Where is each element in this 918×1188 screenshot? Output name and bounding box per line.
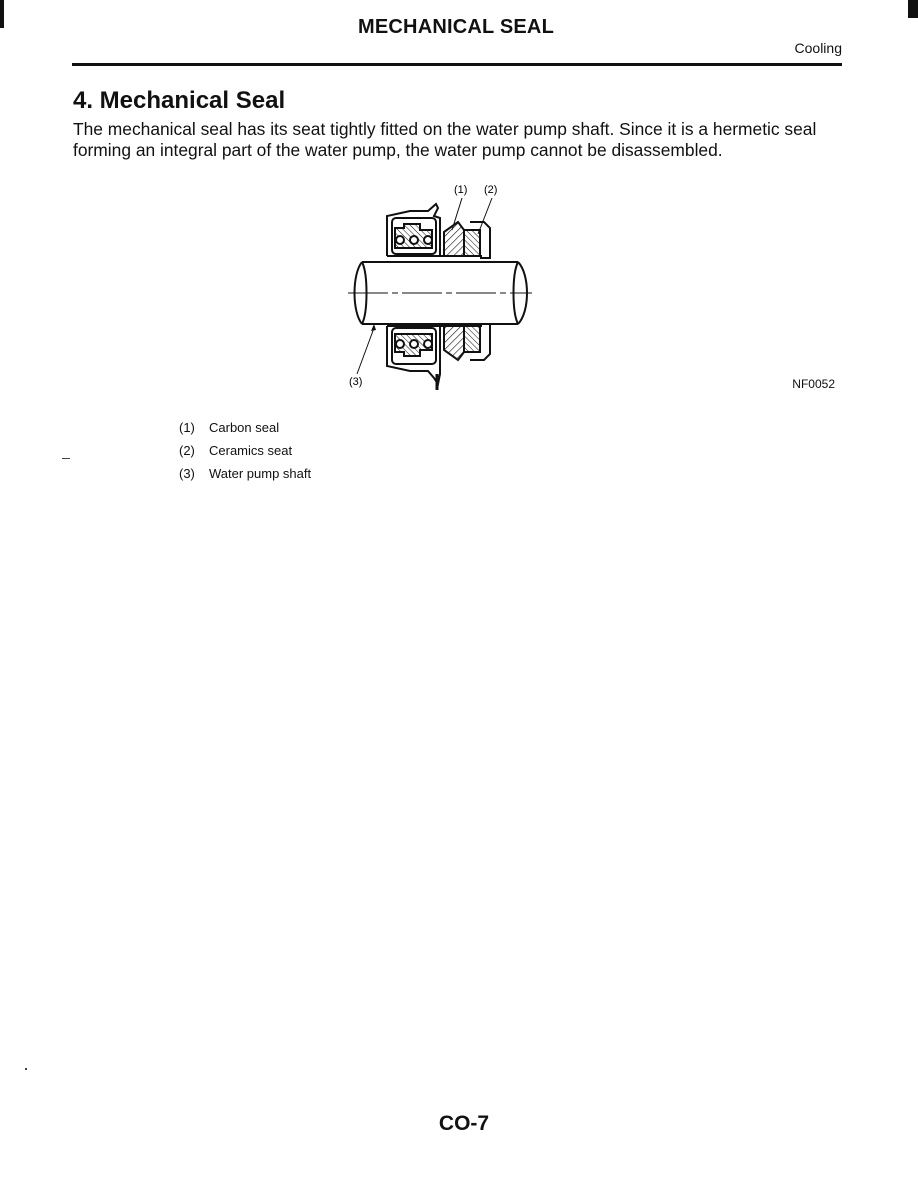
section-heading: 4. Mechanical Seal [73, 87, 286, 114]
section-name: Cooling [794, 40, 842, 56]
figure-code: NF0052 [792, 377, 835, 391]
page-header-title: MECHANICAL SEAL [358, 16, 554, 38]
header-rule [72, 63, 842, 66]
legend-item [179, 443, 311, 466]
mechanical-seal-diagram [340, 178, 540, 398]
legend-number: (3) [179, 466, 195, 481]
legend-item [179, 466, 311, 489]
leader-line-3 [357, 328, 374, 374]
callout-3: (3) [349, 376, 363, 388]
upper-seal-assembly [387, 204, 490, 258]
callout-1: (1) [454, 184, 468, 196]
scan-speck [25, 1068, 27, 1070]
legend-label: Ceramics seat [209, 443, 293, 458]
figure-legend [179, 420, 311, 489]
scan-speck [62, 458, 70, 459]
legend-label: Water pump shaft [209, 466, 312, 481]
callout-2: (2) [484, 184, 498, 196]
body-paragraph: The mechanical seal has its seat tightly fitted on the water pump shaft. Since it is a hermetic seal forming an integral part of the water pump, the water pump cannot be disassembled. [73, 119, 817, 160]
legend-label: Carbon seal [209, 420, 280, 435]
legend-number: (2) [179, 443, 195, 458]
lower-seal-assembly [387, 324, 490, 390]
page-number: CO-7 [438, 1112, 490, 1135]
legend-number: (1) [179, 420, 195, 435]
legend-item [179, 420, 311, 443]
